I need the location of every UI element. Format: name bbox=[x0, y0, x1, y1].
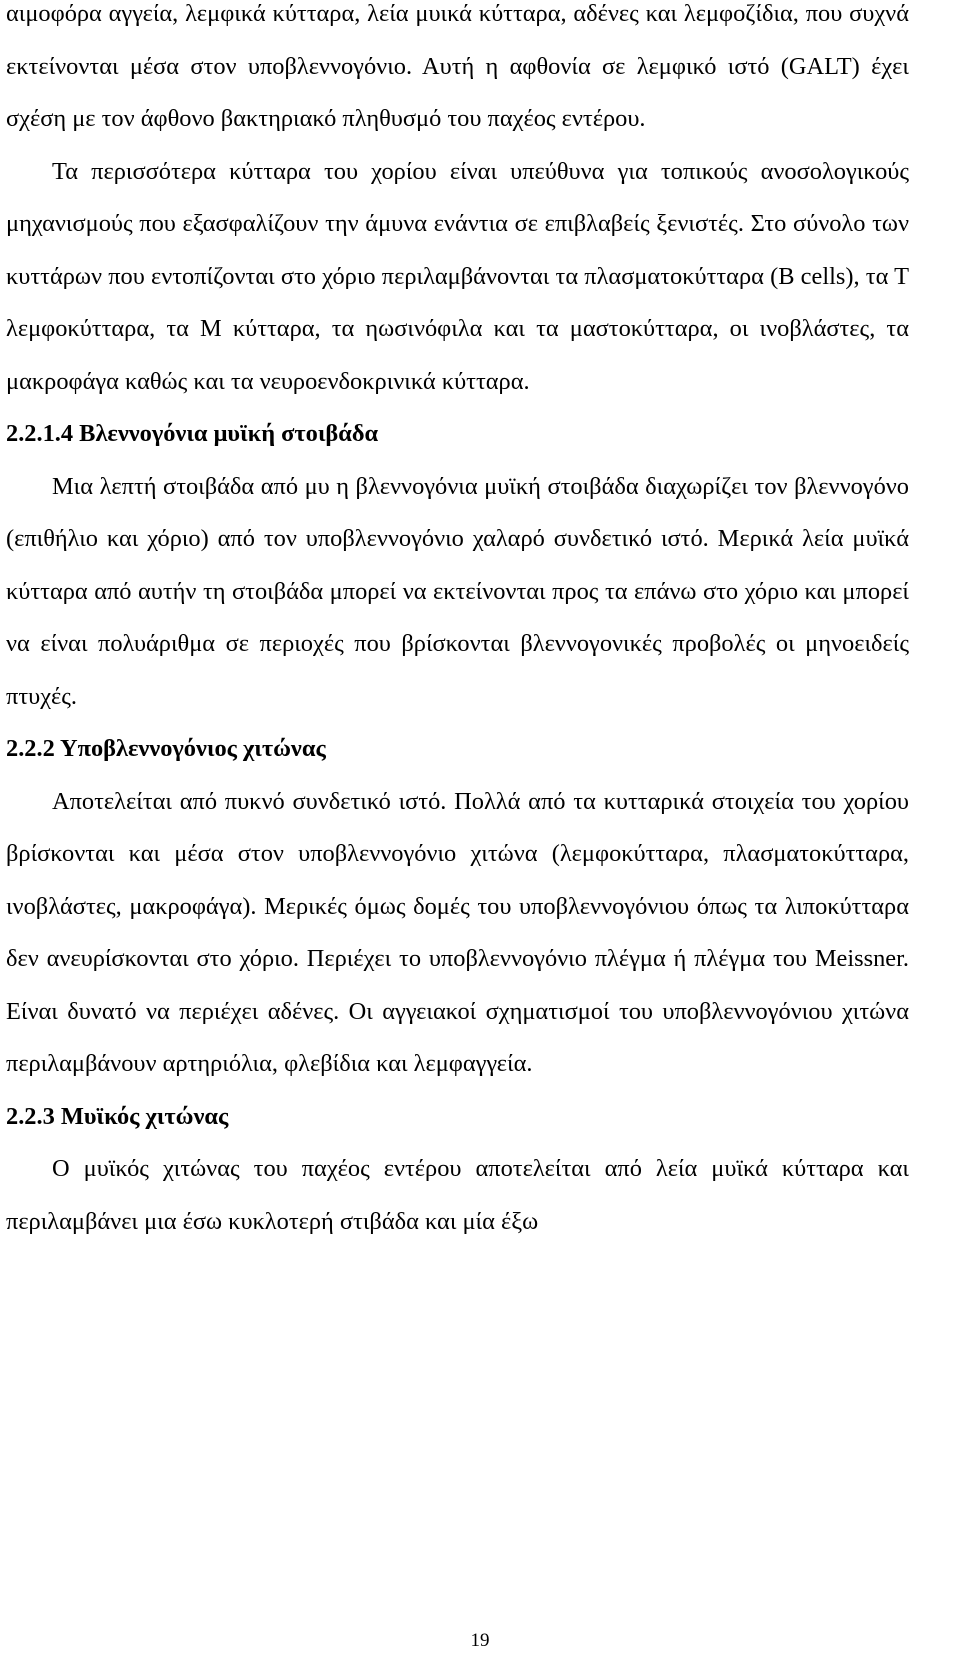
paragraph-lamina-propria-cells: Τα περισσότερα κύτταρα του χορίου είναι υπεύθυνα για τοπικούς ανοσολογικούς μηχανισμούς που εξασφαλίζουν την άμυνα ενάντια σε επιβλαβείς ξενιστές. Στο σύνολο των κυττάρων που εντοπίζονται στο χόριο περιλαμβάνονται τα πλασματοκύτταρα (B cells), τα Τ λεμφοκύτταρα, τα Μ κύτταρα, τα ηωσινόφιλα και τα μαστοκύτταρα, οι ινοβλάστες, τα μακροφάγα καθώς και τα νευροενδοκρινικά κύτταρα. bbox=[6, 157, 909, 395]
page-number: 19 bbox=[470, 1630, 490, 1651]
paragraph-muscularis-mucosae: Μια λεπτή στοιβάδα από μυ η βλεννογόνια μυϊκή στοιβάδα διαχωρίζει τον βλεννογόνο (επιθήλιο και χόριο) από τον υποβλεννογόνιο χαλαρό συνδετικό ιστό. Μερικά λεία μυϊκά κύτταρα από αυτήν τη στοιβάδα μπορεί να εκτείνονται προς τα επάνω στο χόριο και μπορεί να είναι πολυάριθμα σε περιοχές που βρίσκονται βλεννογονικές προβολές οι μηνοειδείς πτυχές. bbox=[6, 472, 909, 710]
document-page bbox=[6, 0, 909, 1248]
paragraph-continuation: αιμοφόρα αγγεία, λεμφικά κύτταρα, λεία μυικά κύτταρα, αδένες και λεμφοζίδια, που συχνά εκτείνονται μέσα στον υποβλεννογόνιο. Αυτή η αφθονία σε λεμφικό ιστό (GALT) έχει σχέση με τον άφθονο βακτηριακό πληθυσμό του παχέος εντέρου. bbox=[6, 0, 909, 132]
heading-2-2-1-4: 2.2.1.4 Βλεννογόνια μυϊκή στοιβάδα bbox=[6, 420, 379, 447]
paragraph-muscularis-externa: Ο μυϊκός χιτώνας του παχέος εντέρου αποτελείται από λεία μυϊκά κύτταρα και περιλαμβάνει μια έσω κυκλοτερή στιβάδα και μία έξω bbox=[6, 1155, 909, 1235]
paragraph-submucosa: Αποτελείται από πυκνό συνδετικό ιστό. Πολλά από τα κυτταρικά στοιχεία του χορίου βρίσκονται και μέσα στον υποβλεννογόνιο χιτώνα (λεμφοκύτταρα, πλασματοκύτταρα, ινοβλάστες, μακροφάγα). Μερικές όμως δομές του υποβλεννογόνιου όπως τα λιποκύτταρα δεν ανευρίσκονται στο χόριο. Περιέχει το υποβλεννογόνιο πλέγμα ή πλέγμα του Meissner. Είναι δυνατό να περιέχει αδένες. Οι αγγειακοί σχηματισμοί του υποβλεννογόνιου χιτώνα περιλαμβάνουν αρτηριόλια, φλεβίδια και λεμφαγγεία. bbox=[6, 787, 909, 1077]
heading-2-2-2: 2.2.2 Υποβλεννογόνιος χιτώνας bbox=[6, 735, 326, 762]
heading-2-2-3: 2.2.3 Μυϊκός χιτώνας bbox=[6, 1102, 229, 1130]
